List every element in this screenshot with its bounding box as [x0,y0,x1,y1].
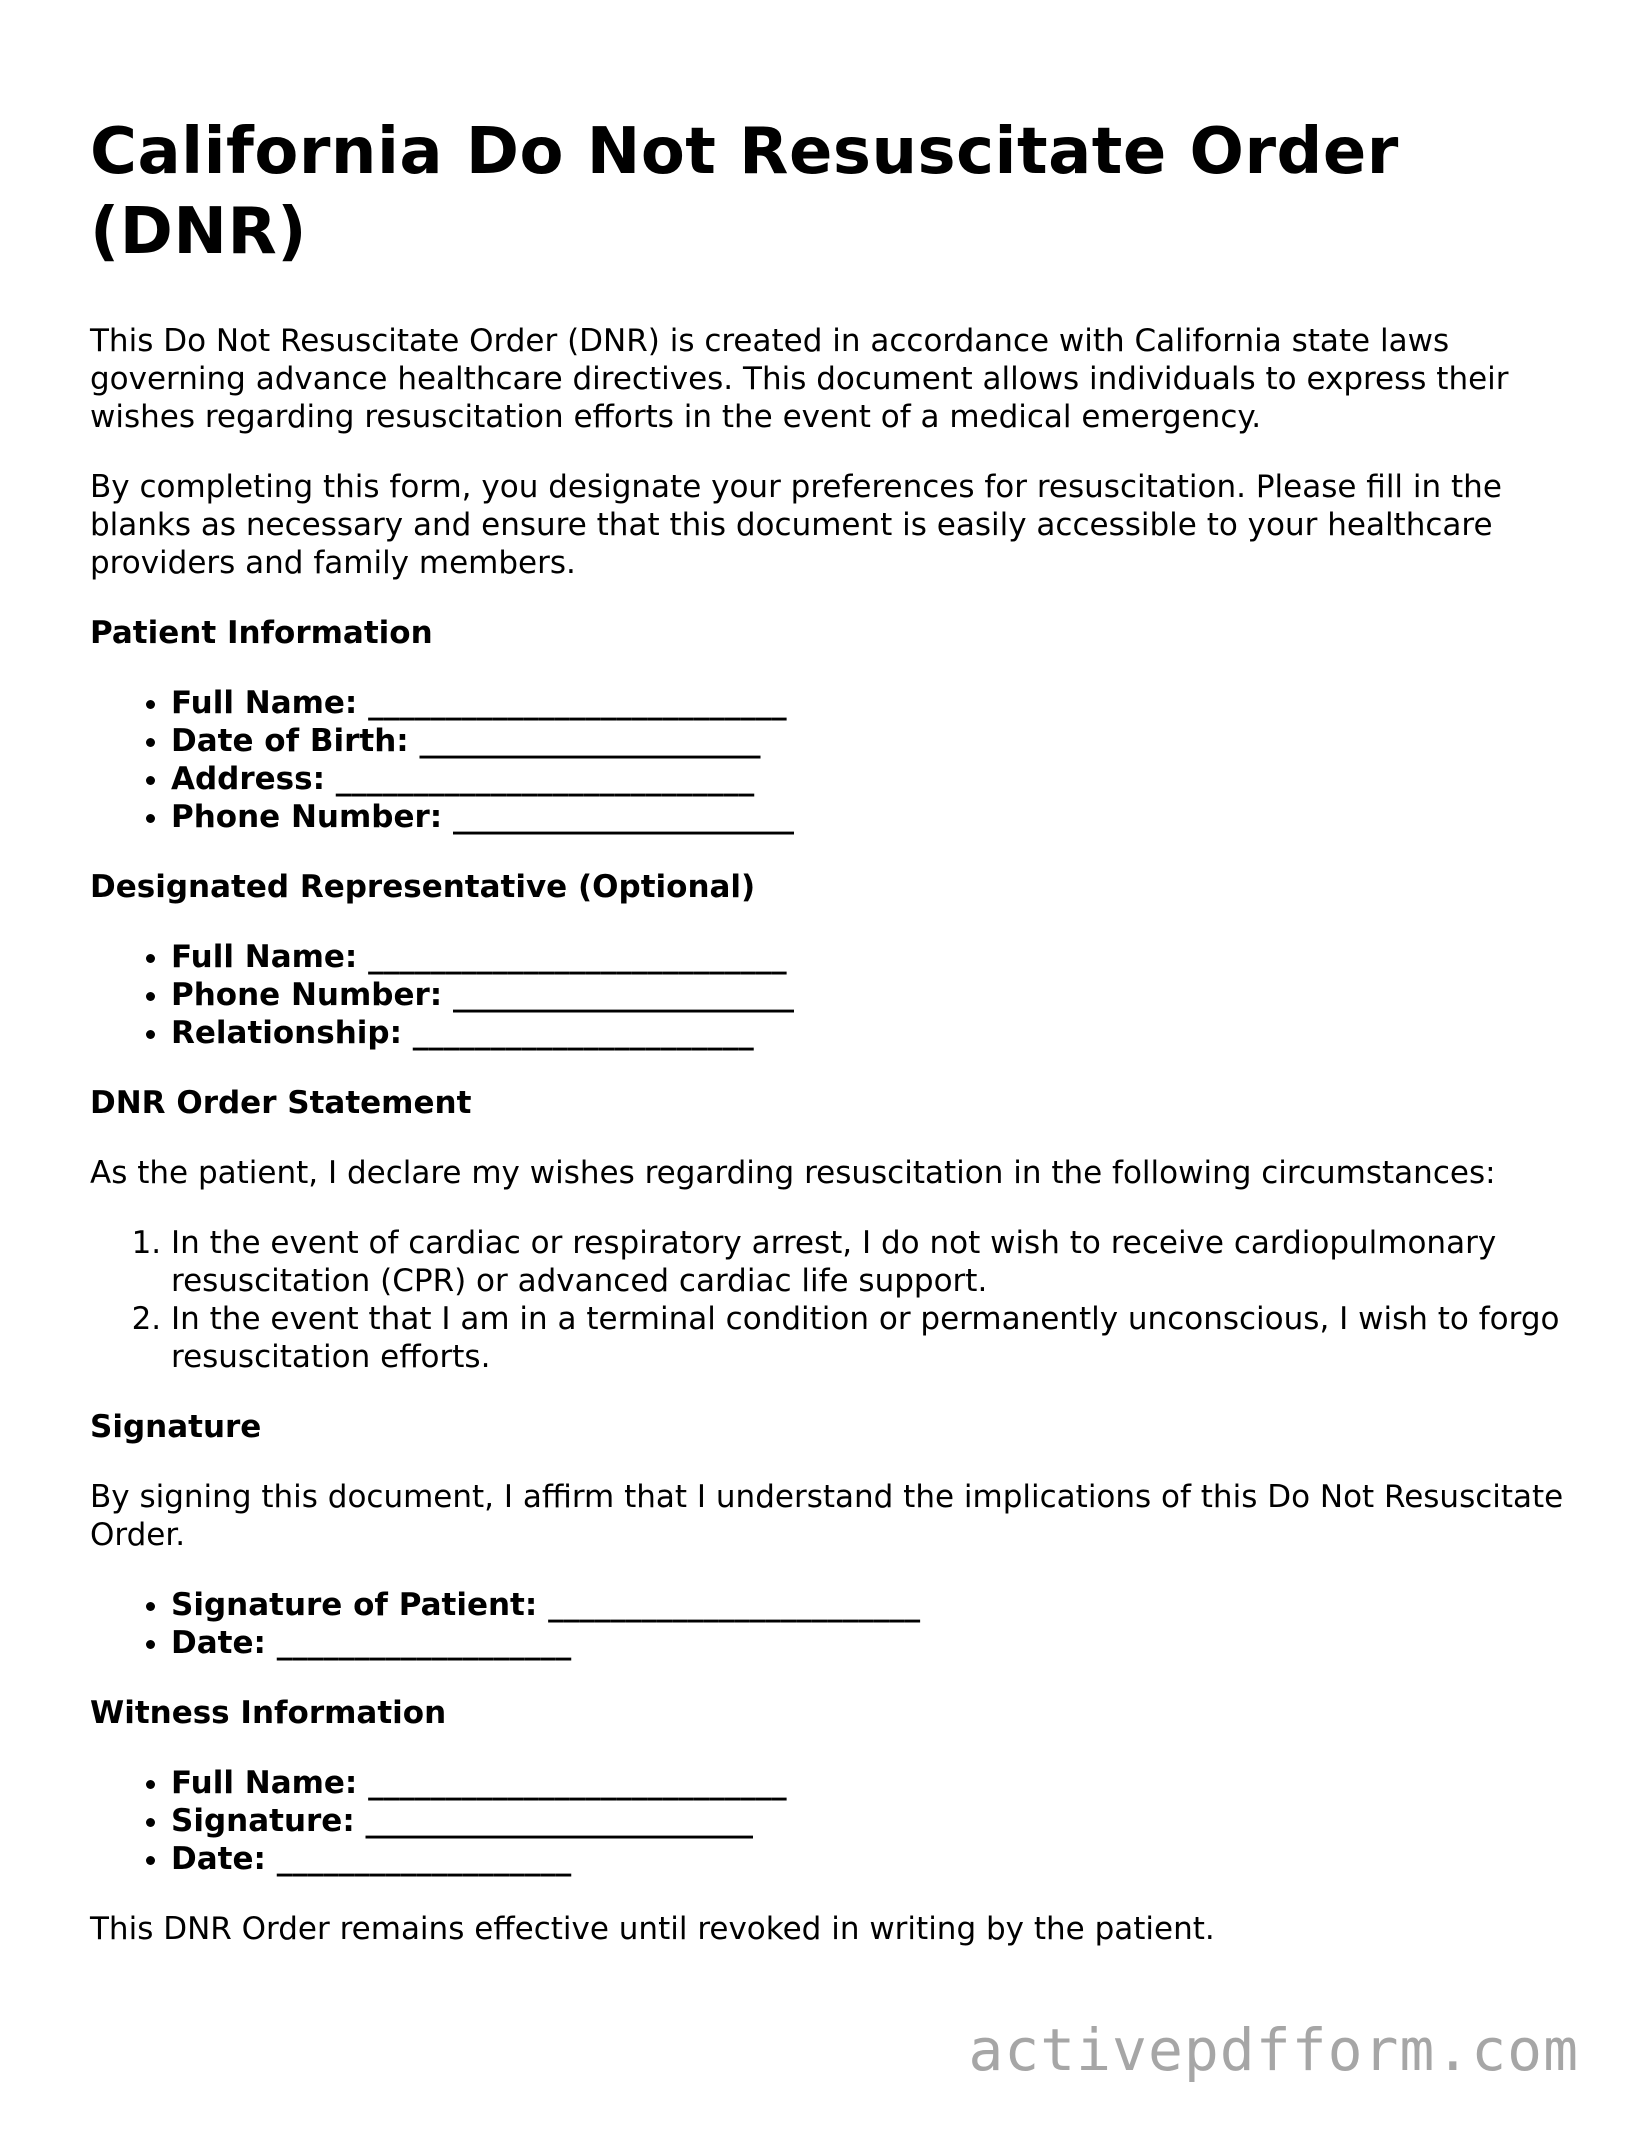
document-page [90,112,1570,1980]
designated-representative-heading: Designated Representative (Optional) [90,869,756,905]
witness-information-heading: Witness Information [90,1695,447,1731]
signature-heading: Signature [90,1409,262,1445]
patient-address-blank[interactable]: ___________________________ [335,761,755,797]
representative-phone-number-field [171,976,1570,1014]
dnr-order-statement-heading: DNR Order Statement [90,1085,472,1121]
watermark: activepdfform.com [968,2016,1579,2084]
patient-information-heading: Patient Information [90,615,433,651]
field-label: Date of Birth: [171,723,409,759]
representative-relationship-field [171,1014,1570,1052]
witness-signature-field [171,1802,1570,1840]
witness-signature-blank[interactable]: _________________________ [365,1803,754,1839]
field-label: Full Name: [171,939,358,975]
representative-phone-number-blank[interactable]: ______________________ [453,977,794,1013]
field-label: Signature of Patient: [171,1587,538,1623]
dnr-order-statement-lead: As the patient, I declare my wishes regarding resuscitation in the following circumstances: [90,1155,1496,1191]
document-title: California Do Not Resuscitate Order (DNR) [90,115,1399,269]
signature-lead: By signing this document, I affirm that I understand the implications of this Do Not Resuscitate Order. [90,1479,1564,1553]
designated-representative-list [90,938,1570,1052]
representative-full-name-blank[interactable]: ___________________________ [368,939,787,975]
witness-information-list [90,1764,1570,1878]
signature-date-blank[interactable]: ___________________ [276,1625,572,1661]
witness-full-name-field [171,1764,1570,1802]
field-label: Signature: [171,1803,355,1839]
closing-statement: This DNR Order remains effective until revoked in writing by the patient. [90,1911,1215,1947]
patient-full-name-field [171,684,1570,722]
field-label: Phone Number: [171,977,443,1013]
signature-date-field [171,1624,1570,1662]
intro-paragraph-2: By completing this form, you designate your preferences for resuscitation. Please fill in the blanks as necessary and ensure that this document is easily accessible to your healthcare providers and family members. [90,469,1502,581]
intro-paragraph-1: This Do Not Resuscitate Order (DNR) is created in accordance with California state laws governing advance healthcare directives. This document allows individuals to express their wishes regarding resuscitation efforts in the event of a medical emergency. [90,323,1509,435]
patient-phone-number-field [171,798,1570,836]
witness-full-name-blank[interactable]: ___________________________ [368,1765,787,1801]
patient-phone-number-blank[interactable]: ______________________ [453,799,794,835]
signature-list [90,1586,1570,1662]
dnr-statement-item: 2. In the event that I am in a terminal condition or permanently unconscious, I wish to forgo resuscitation efforts. [171,1300,1570,1376]
patient-date-of-birth-blank[interactable]: ______________________ [419,723,761,759]
signature-of-patient-field [171,1586,1570,1624]
dnr-statement-item: 1. In the event of cardiac or respiratory arrest, I do not wish to receive cardiopulmonary resuscitation (CPR) or advanced cardiac life support. [171,1224,1570,1300]
patient-date-of-birth-field [171,722,1570,760]
representative-full-name-field [171,938,1570,976]
dnr-order-statement-list [90,1224,1570,1376]
field-label: Date: [171,1841,266,1877]
patient-full-name-blank[interactable]: ___________________________ [368,685,787,721]
signature-of-patient-blank[interactable]: ________________________ [548,1587,921,1623]
representative-relationship-blank[interactable]: ______________________ [412,1015,754,1051]
field-label: Phone Number: [171,799,443,835]
field-label: Address: [171,761,325,797]
field-label: Full Name: [171,685,358,721]
patient-information-list [90,684,1570,836]
field-label: Relationship: [171,1015,402,1051]
witness-date-field [171,1840,1570,1878]
field-label: Date: [171,1625,266,1661]
patient-address-field [171,760,1570,798]
field-label: Full Name: [171,1765,358,1801]
witness-date-blank[interactable]: ___________________ [276,1841,572,1877]
